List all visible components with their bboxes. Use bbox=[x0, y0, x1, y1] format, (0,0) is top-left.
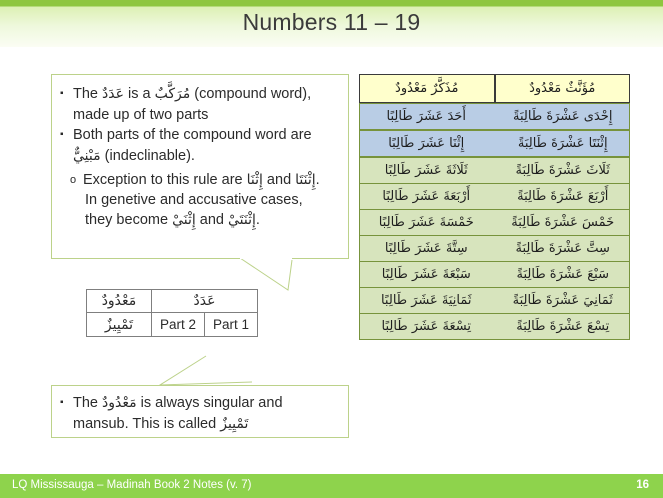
square-bullet-icon: ▪ bbox=[60, 129, 64, 140]
cell-part-2: Part 2 bbox=[152, 313, 205, 337]
cell-masculine: إِثْنَا عَشَرَ طَالِبًا bbox=[359, 130, 495, 157]
bullet-text bbox=[83, 170, 338, 190]
cell-masculine: خَمْسَةَ عَشَرَ طَالِبًا bbox=[359, 210, 495, 236]
numbers-11-19-table bbox=[359, 74, 630, 340]
cell-masculine: ثَلَاثَةَ عَشَرَ طَالِبًا bbox=[359, 157, 495, 184]
cell-feminine: ثَلَاثَ عَشْرَةَ طَالِبَةً bbox=[495, 157, 631, 184]
list-item bbox=[60, 393, 338, 413]
header-adad: عَدَدٌ bbox=[152, 290, 258, 313]
arabic-ithna: إِثْنَا bbox=[246, 172, 263, 188]
table-header-row bbox=[359, 74, 630, 103]
table-row bbox=[359, 210, 630, 236]
table-row bbox=[359, 157, 630, 184]
page-title: Numbers 11 – 19 bbox=[242, 9, 421, 35]
cell-feminine: ثَمَانِيَ عَشْرَةَ طَالِبَةً bbox=[495, 288, 631, 314]
list-item bbox=[70, 170, 338, 190]
footer-label: LQ Mississauga – Madinah Book 2 Notes (v. 7) bbox=[12, 479, 252, 491]
callout-compound-word bbox=[51, 74, 349, 259]
text-segment: Exception to this rule are bbox=[83, 172, 247, 188]
table-row bbox=[359, 236, 630, 262]
table-row bbox=[87, 313, 258, 337]
text-segment: they become bbox=[85, 212, 173, 228]
arabic-murakkab: مُرَكَّبٌ bbox=[154, 86, 191, 102]
slide-title-banner bbox=[0, 0, 663, 47]
list-item bbox=[60, 125, 338, 145]
header-feminine-maudud: مُؤَنَّثٌ مَعْدُودٌ bbox=[495, 74, 631, 103]
cell-feminine: تِسْعَ عَشْرَةَ طَالِبَةً bbox=[495, 314, 631, 340]
arabic-maudud: مَعْدُودٌ bbox=[102, 395, 137, 411]
cell-feminine: سِتَّ عَشْرَةَ طَالِبَةً bbox=[495, 236, 631, 262]
arabic-ithnay: إِثْنَيْ bbox=[172, 212, 196, 228]
bullet-text bbox=[73, 84, 338, 104]
text-segment: (indeclinable). bbox=[100, 148, 195, 164]
cell-masculine: تِسْعَةَ عَشَرَ طَالِبًا bbox=[359, 314, 495, 340]
text-segment: . bbox=[315, 172, 320, 188]
table-row bbox=[359, 314, 630, 340]
circle-bullet-icon: o bbox=[70, 174, 77, 186]
arabic-mabni: مَبْنِيٌّ bbox=[73, 148, 101, 164]
table-row bbox=[87, 290, 258, 313]
sub-bullet-group bbox=[60, 170, 338, 230]
arabic-ithnatay: إِثْنَتَيْ bbox=[228, 212, 256, 228]
bullet-continuation bbox=[70, 210, 338, 230]
table-row bbox=[359, 184, 630, 210]
square-bullet-icon: ▪ bbox=[60, 88, 64, 99]
cell-masculine: أَرْبَعَةَ عَشَرَ طَالِبًا bbox=[359, 184, 495, 210]
header-maudud: مَعْدُودٌ bbox=[87, 290, 152, 313]
text-segment: . bbox=[255, 212, 260, 228]
square-bullet-icon: ▪ bbox=[60, 397, 64, 408]
arabic-ithnata: إِثْنَتَا bbox=[295, 172, 316, 188]
text-segment: is always singular and bbox=[136, 395, 283, 411]
text-segment: (compound word), bbox=[190, 86, 312, 102]
list-item bbox=[60, 84, 338, 104]
bullet-text bbox=[73, 393, 338, 413]
text-segment: The bbox=[73, 395, 103, 411]
callout-bottom-tail-icon bbox=[140, 356, 270, 388]
arabic-adad: عَدَدٌ bbox=[102, 86, 124, 102]
cell-masculine: سَبْعَةَ عَشَرَ طَالِبًا bbox=[359, 262, 495, 288]
table-row bbox=[359, 288, 630, 314]
adad-structure-table bbox=[86, 289, 258, 337]
cell-masculine: ثَمَانِيَةَ عَشَرَ طَالِبًا bbox=[359, 288, 495, 314]
table-row bbox=[359, 262, 630, 288]
cell-feminine: إِحْدَى عَشْرَةَ طَالِبَةً bbox=[495, 103, 631, 130]
cell-feminine: أَرْبَعَ عَشْرَةَ طَالِبَةً bbox=[495, 184, 631, 210]
callout-top-tail-icon bbox=[240, 258, 320, 292]
cell-feminine: سَبْعَ عَشْرَةَ طَالِبَةً bbox=[495, 262, 631, 288]
text-segment: is a bbox=[123, 86, 155, 102]
table-body bbox=[359, 74, 630, 340]
callout-maudud-rule bbox=[51, 385, 349, 438]
text-segment: The bbox=[73, 86, 103, 102]
cell-masculine: سِتَّةَ عَشَرَ طَالِبًا bbox=[359, 236, 495, 262]
slide-footer-bar bbox=[0, 474, 663, 498]
bullet-continuation: In genetive and accusative cases, bbox=[85, 192, 303, 208]
cell-feminine: إِثْنَتَا عَشْرَةَ طَالِبَةً bbox=[495, 130, 631, 157]
table-row bbox=[359, 130, 630, 157]
cell-feminine: خَمْسَ عَشْرَةَ طَالِبَةً bbox=[495, 210, 631, 236]
text-segment: and bbox=[262, 172, 296, 188]
bullet-text: Both parts of the compound word are bbox=[73, 127, 312, 143]
page-number: 16 bbox=[636, 479, 649, 491]
bullet-continuation bbox=[60, 414, 338, 434]
table-row bbox=[359, 103, 630, 130]
header-masculine-maudud: مُذَكَّرٌ مَعْدُودٌ bbox=[359, 74, 495, 103]
cell-tamyiz: تَمْيِيزٌ bbox=[87, 313, 152, 337]
cell-masculine: أَحَدَ عَشَرَ طَالِبًا bbox=[359, 103, 495, 130]
cell-part-1: Part 1 bbox=[205, 313, 258, 337]
arabic-tamyiz: تَمْيِيزٌ bbox=[220, 416, 249, 432]
bullet-continuation: made up of two parts bbox=[73, 107, 209, 123]
text-segment: mansub. This is called bbox=[73, 416, 221, 432]
text-segment: and bbox=[195, 212, 228, 228]
bullet-continuation bbox=[60, 146, 338, 166]
